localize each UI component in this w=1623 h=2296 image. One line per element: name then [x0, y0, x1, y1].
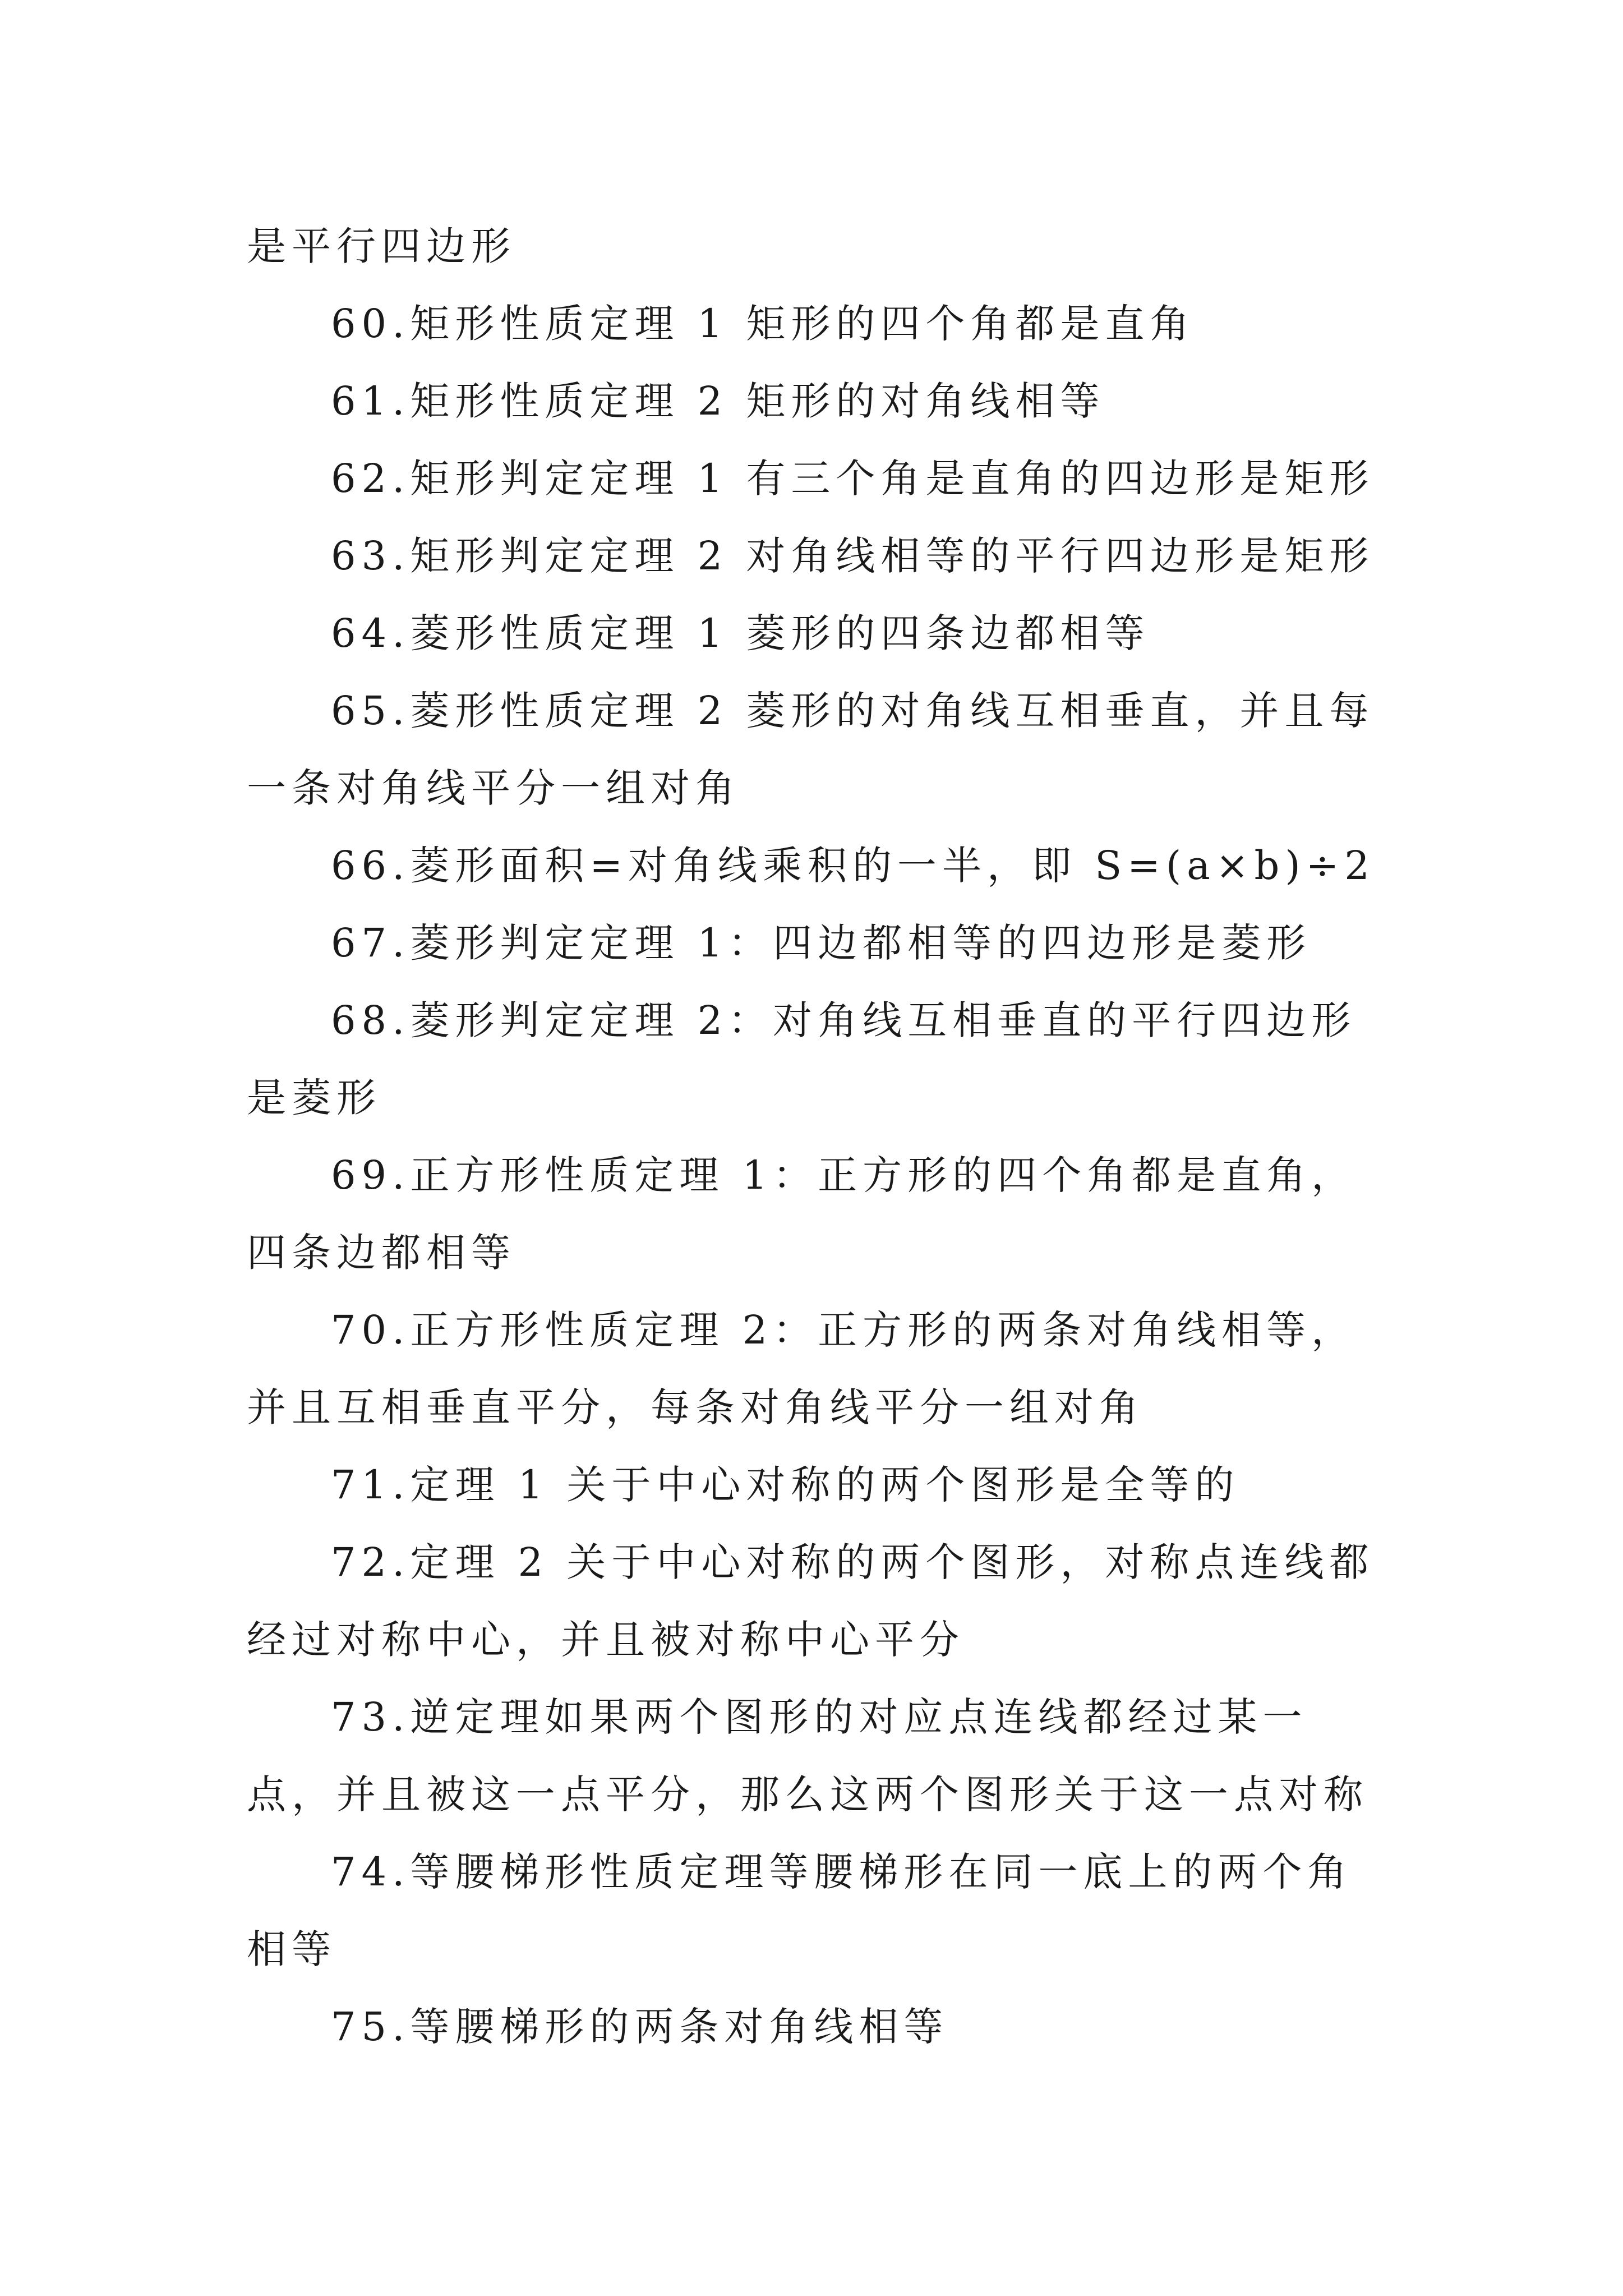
paragraph-item-68: 68.菱形判定定理 2：对角线互相垂直的平行四边形是菱形 [247, 997, 1357, 1121]
paragraph-continuation: 是平行四边形 [247, 223, 516, 269]
paragraph-item-69: 69.正方形性质定理 1：正方形的四个角都是直角，四条边都相等 [247, 1152, 1357, 1276]
paragraph-item-66: 66.菱形面积=对角线乘积的一半，即 S=(a×b)÷2 [331, 843, 1375, 889]
paragraph-item-71: 71.定理 1 关于中心对称的两个图形是全等的 [331, 1462, 1240, 1508]
paragraph-item-62: 62.矩形判定定理 1 有三个角是直角的四边形是矩形 [331, 455, 1375, 501]
paragraph-item-74: 74.等腰梯形性质定理等腰梯形在同一底上的两个角相等 [247, 1849, 1353, 1972]
paragraph-item-63: 63.矩形判定定理 2 对角线相等的平行四边形是矩形 [331, 533, 1375, 579]
paragraph-item-73: 73.逆定理如果两个图形的对应点连线都经过某一点，并且被这一点平分，那么这两个图形关于这一点对称 [247, 1694, 1368, 1818]
paragraph-item-70: 70.正方形性质定理 2：正方形的两条对角线相等，并且互相垂直平分，每条对角线平分一组对角 [247, 1307, 1357, 1430]
document-body [247, 208, 1396, 2065]
paragraph-item-67: 67.菱形判定定理 1：四边都相等的四边形是菱形 [331, 920, 1312, 966]
paragraph-item-60: 60.矩形性质定理 1 矩形的四个角都是直角 [331, 301, 1195, 347]
paragraph-item-72: 72.定理 2 关于中心对称的两个图形，对称点连线都经过对称中心，并且被对称中心平分 [247, 1539, 1375, 1663]
paragraph-item-65: 65.菱形性质定理 2 菱形的对角线互相垂直，并且每一条对角线平分一组对角 [247, 688, 1375, 811]
paragraph-item-64: 64.菱形性质定理 1 菱形的四条边都相等 [331, 610, 1150, 656]
paragraph-item-75: 75.等腰梯形的两条对角线相等 [331, 2004, 949, 2050]
paragraph-item-61: 61.矩形性质定理 2 矩形的对角线相等 [331, 378, 1105, 424]
